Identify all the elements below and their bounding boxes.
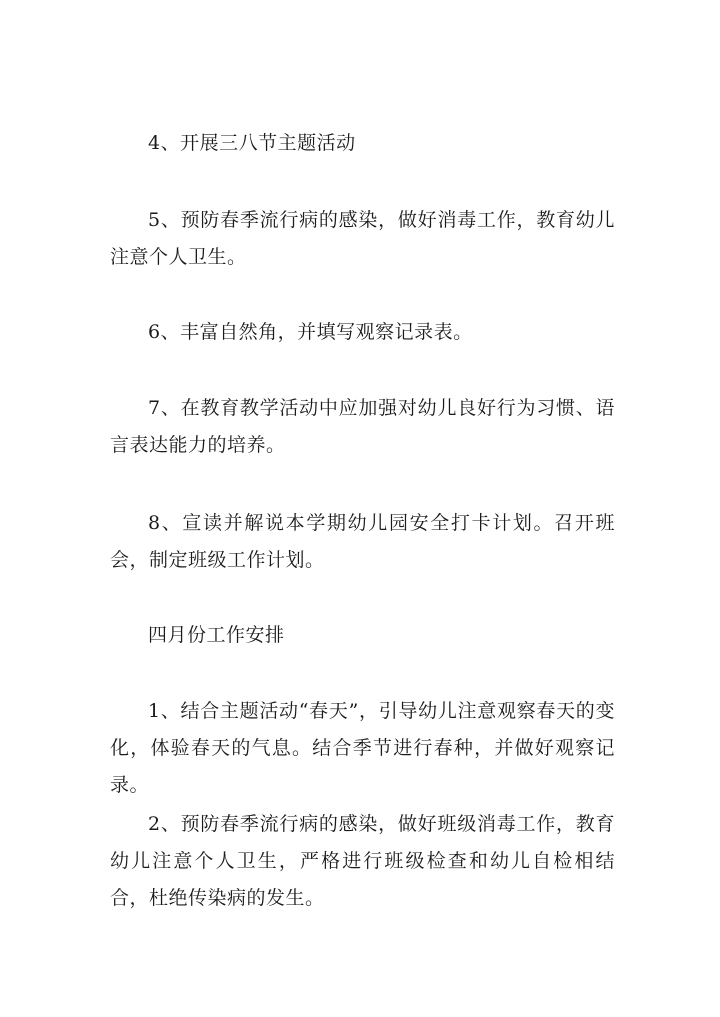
april-item-1: 1、结合主题活动“春天”，引导幼儿注意观察春天的变化，体验春天的气息。结合季节进行春种，并做好观察记录。 — [110, 700, 615, 796]
paragraph-item-5: 5、预防春季流行病的感染，做好消毒工作，教育幼儿注意个人卫生。 — [110, 209, 615, 268]
paragraph-item-7: 7、在教育教学活动中应加强对幼儿良好行为习惯、语言表达能力的培养。 — [110, 397, 615, 456]
april-item-2: 2、预防春季流行病的感染，做好班级消毒工作，教育幼儿注意个人卫生，严格进行班级检查和幼儿自检相结合，杜绝传染病的发生。 — [110, 813, 615, 909]
section-heading: 四月份工作安排 — [148, 624, 285, 646]
paragraph-item-4: 4、开展三八节主题活动 — [148, 132, 356, 154]
paragraph-item-6: 6、丰富自然角，并填写观察记录表。 — [148, 321, 473, 343]
paragraph-item-8: 8、宣读并解说本学期幼儿园安全打卡计划。召开班会，制定班级工作计划。 — [110, 512, 615, 571]
